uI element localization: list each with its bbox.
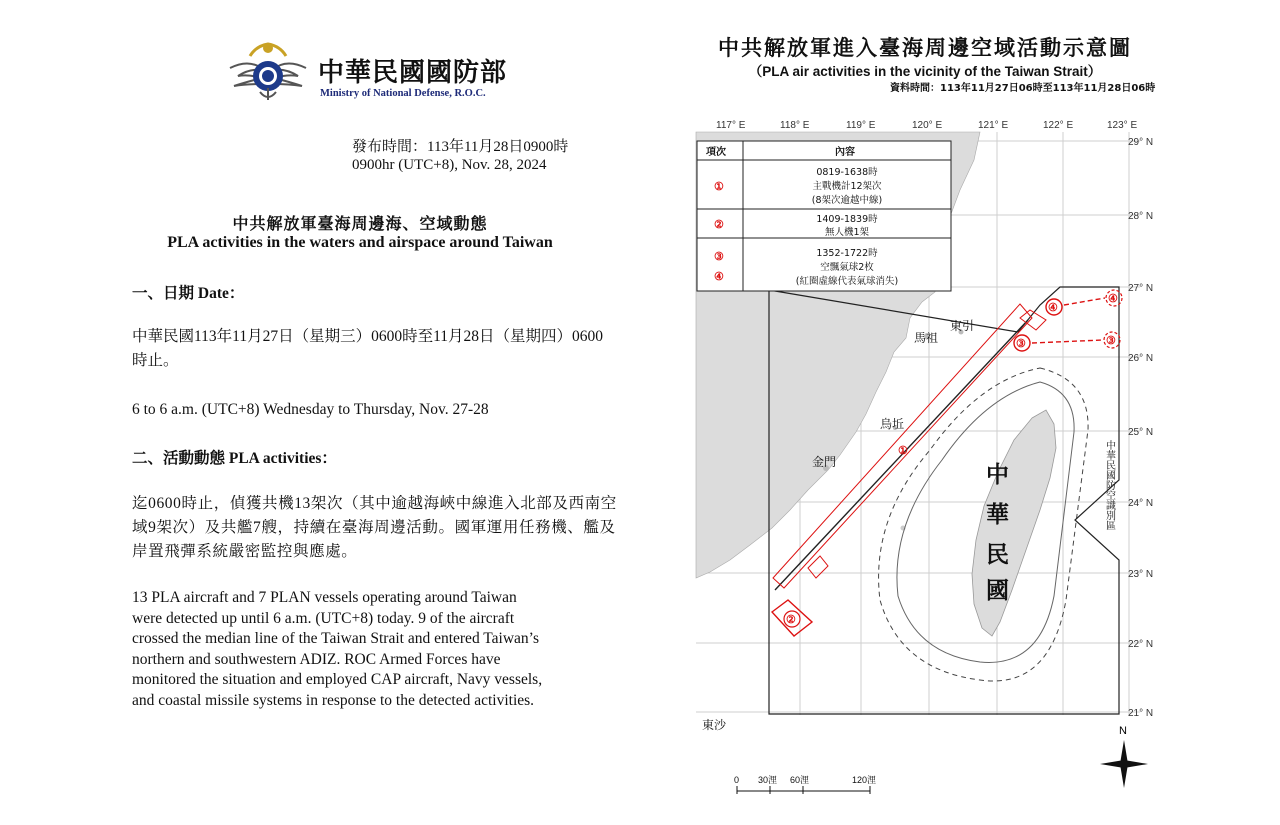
lon-label: 120° E [912,120,943,131]
table-row-num: ② [714,219,724,231]
activity-table [697,141,951,291]
table-header-content: 內容 [835,147,855,158]
balloon-3-label: ③ [1016,338,1026,350]
track-2-marker: ② [786,614,796,626]
activities-en-line: northern and southwestern ADIZ. ROC Armed Forces have [132,650,501,668]
north-arrow-icon [1100,725,1148,788]
place-dongyin: 東引 [950,319,975,333]
ministry-logo [220,38,520,108]
scale-label: 0 [734,775,740,785]
track-1-marker: ① [898,445,908,457]
map-title-zh: 中共解放軍進入臺海周邊空域活動示意圖 [718,36,1132,60]
date-zh: 中華民國113年11月27日（星期三）0600時至11月28日（星期四）0600時止。 [132,328,604,369]
table-cell: 0819-1638時 [816,167,878,178]
lat-label: 29° N [1128,137,1154,148]
lat-label: 28° N [1128,211,1154,222]
activities-en [132,588,622,711]
activities-en-line: monitored the situation and employed CAP aircraft, Navy vessels, [132,671,543,688]
balloon-4-end-label: ④ [1108,293,1118,305]
adiz-label: 中華民國防空識別區 [1103,440,1115,530]
table-row-num: ① [714,181,724,193]
lat-label: 27° N [1128,283,1154,294]
activity-map-panel [680,0,1280,825]
table-cell: (8架次逾越中線) [811,195,883,206]
scale-label: 120浬 [852,775,877,785]
date-heading: 一、日期 Date： [132,285,245,302]
map [680,0,1280,825]
activities-en-line: and coastal missile systems in response to the detected activities. [132,691,535,709]
table-row-num: ③ [714,251,724,263]
release-time-en: 0900hr (UTC+8), Nov. 28, 2024 [352,157,547,173]
activities-en-line: were detected up until 6 a.m. (UTC+8) today. 9 of the aircraft [132,609,515,627]
lon-label: 119° E [846,120,876,131]
scale-label: 60浬 [790,775,810,785]
place-kinmen: 金門 [812,455,837,469]
country-char: 華 [986,502,1009,528]
date-en: 6 to 6 a.m. (UTC+8) Wednesday to Thursday, Nov. 27-28 [132,401,489,418]
scale-label: 30浬 [758,775,778,785]
lon-label: 123° E [1107,120,1138,131]
lat-label: 25° N [1128,427,1154,438]
table-row-num: ④ [714,271,724,283]
lon-label: 121° E [978,120,1009,131]
lon-label: 118° E [780,120,810,131]
lat-label: 23° N [1128,569,1154,580]
lat-label: 24° N [1128,498,1154,509]
balloon-4-label: ④ [1048,302,1058,314]
title-en: PLA activities in the waters and airspace around Taiwan [167,234,553,251]
place-wuqiu: 烏坵 [880,417,905,431]
scale-bar [734,775,876,794]
lat-label: 26° N [1128,353,1154,364]
table-cell: (紅圈虛線代表氣球消失) [795,276,899,287]
ministry-name-en: Ministry of National Defense, R.O.C. [320,88,486,99]
ministry-name-zh: 中華民國國防部 [318,58,508,88]
activities-zh: 迄0600時止，偵獲共機13架次（其中逾越海峽中線進入北部及西南空域9架次）及共艦7艘，持續在臺海周邊活動。國軍運用任務機、艦及岸置飛彈系統嚴密監控與應處。 [132,495,617,560]
country-char: 國 [986,578,1009,604]
balloon-4-path [1064,298,1105,305]
lat-label: 22° N [1128,639,1154,650]
map-data-time: 資料時間：113年11月27日06時至113年11月28日06時 [890,83,1156,94]
activities-en-line: 13 PLA aircraft and 7 PLAN vessels operating around Taiwan [132,589,517,606]
lat-label: 21° N [1128,708,1154,719]
balloon-3-end-label: ③ [1106,335,1116,347]
release-time-zh: 發布時間：113年11月28日0900時 [352,139,569,155]
table-cell: 主戰機計12架次 [812,181,882,192]
map-title-en: （PLA air activities in the vicinity of the Taiwan Strait） [748,64,1102,79]
table-cell: 1352-1722時 [816,248,878,259]
table-cell: 空飄氣球2枚 [820,262,874,273]
table-cell: 1409-1839時 [816,214,878,225]
taiwan-island [972,410,1056,636]
north-label: N [1119,725,1127,737]
table-header-item: 項次 [706,147,726,158]
place-matsu: 馬祖 [914,331,939,345]
table-cell: 無人機1架 [824,227,870,238]
activities-heading: 二、活動動態 PLA activities： [132,450,337,467]
activities-en-line: crossed the median line of the Taiwan Strait and entered Taiwan’s [132,630,540,647]
mnd-emblem-icon [220,38,316,108]
country-char: 民 [986,542,1009,568]
country-char: 中 [986,462,1009,488]
balloon-3-path [1032,340,1103,343]
place-dongsha: 東沙 [702,718,727,732]
lon-label: 122° E [1043,120,1074,131]
lon-label: 117° E [716,120,746,131]
title-zh: 中共解放軍臺海周邊海、空域動態 [232,214,488,233]
